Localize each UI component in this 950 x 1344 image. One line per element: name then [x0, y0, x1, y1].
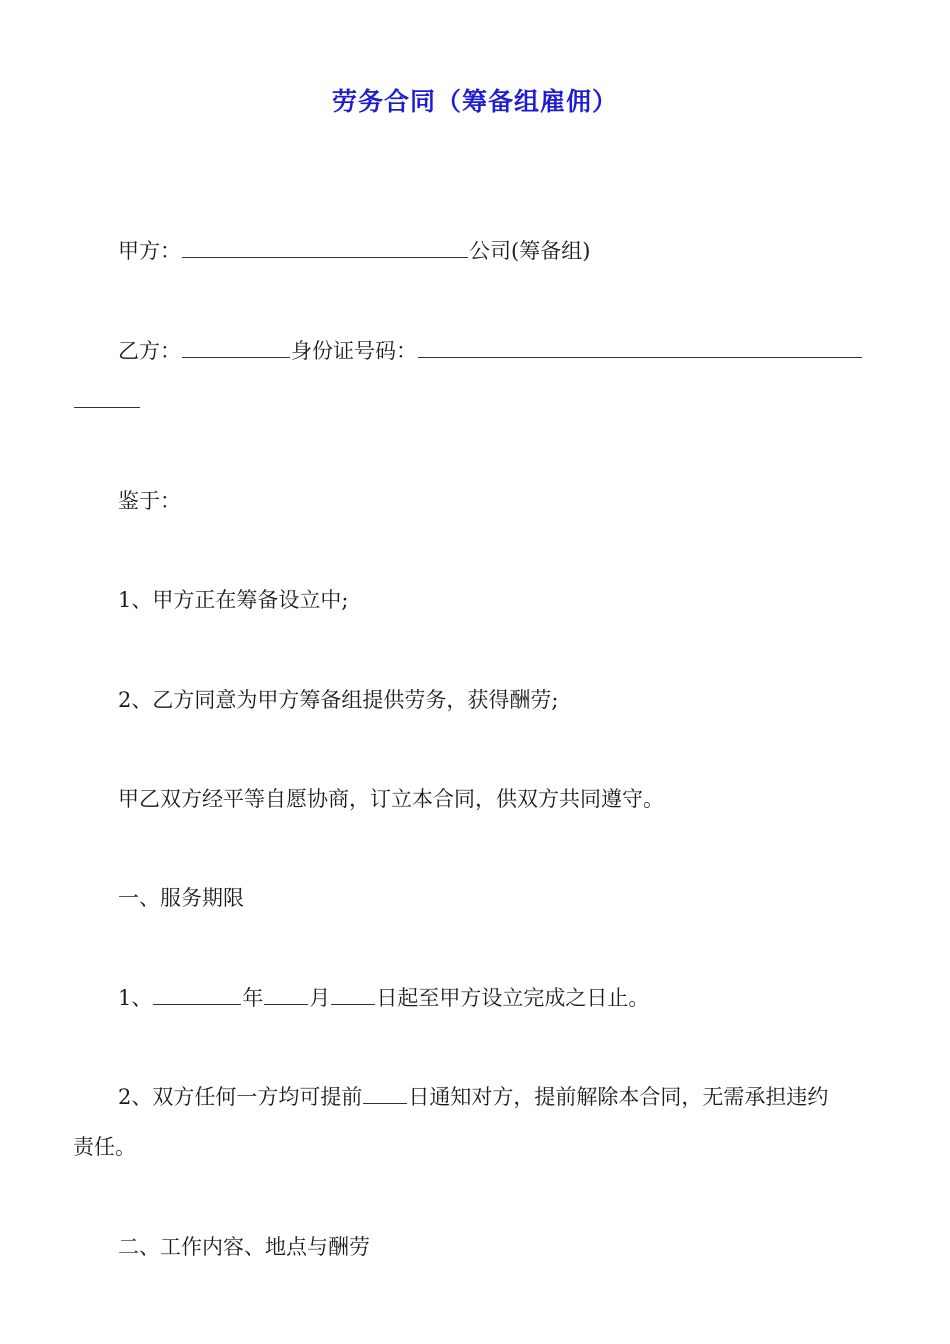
month-label: 月 [309, 986, 331, 1010]
party-a-blank[interactable] [182, 237, 468, 258]
party-b-id-blank-continued[interactable] [74, 387, 140, 408]
party-b-label: 乙方： [118, 339, 181, 363]
whereas-item-1: 1、甲方正在筹备设立中; [118, 588, 349, 612]
year-label: 年 [242, 986, 264, 1010]
party-a-suffix: 公司(筹备组) [469, 239, 591, 263]
agreement-text: 甲乙双方经平等自愿协商，订立本合同，供双方共同遵守。 [118, 787, 664, 811]
whereas-label: 鉴于： [118, 489, 181, 513]
section-1-item-2 [118, 1082, 828, 1112]
item-2-rest: 日通知对方，提前解除本合同，无需承担违约 [408, 1085, 829, 1109]
item-1-prefix: 1、 [118, 986, 153, 1010]
item-2-prefix: 2、双方任何一方均可提前 [118, 1085, 363, 1109]
section-1-item-1 [118, 983, 649, 1013]
section-1-heading: 一、服务期限 [118, 886, 244, 910]
party-b-line [118, 336, 863, 366]
whereas-item-2: 2、乙方同意为甲方筹备组提供劳务，获得酬劳; [118, 688, 559, 712]
party-b-id-blank[interactable] [418, 337, 862, 358]
party-b-id-label: 身份证号码： [291, 339, 417, 363]
section-2-heading: 二、工作内容、地点与酬劳 [118, 1235, 370, 1259]
item-1-rest: 日起至甲方设立完成之日止。 [376, 986, 650, 1010]
notice-days-blank[interactable] [363, 1083, 407, 1104]
party-a-line [118, 236, 590, 266]
section-1-item-2-continued: 责任。 [73, 1135, 136, 1159]
month-blank[interactable] [264, 984, 308, 1005]
year-blank[interactable] [153, 984, 241, 1005]
party-a-label: 甲方： [118, 239, 181, 263]
party-b-name-blank[interactable] [182, 337, 290, 358]
day-blank[interactable] [331, 984, 375, 1005]
document-title: 劳务合同（筹备组雇佣） [331, 87, 618, 116]
party-b-id-continued [73, 386, 141, 416]
